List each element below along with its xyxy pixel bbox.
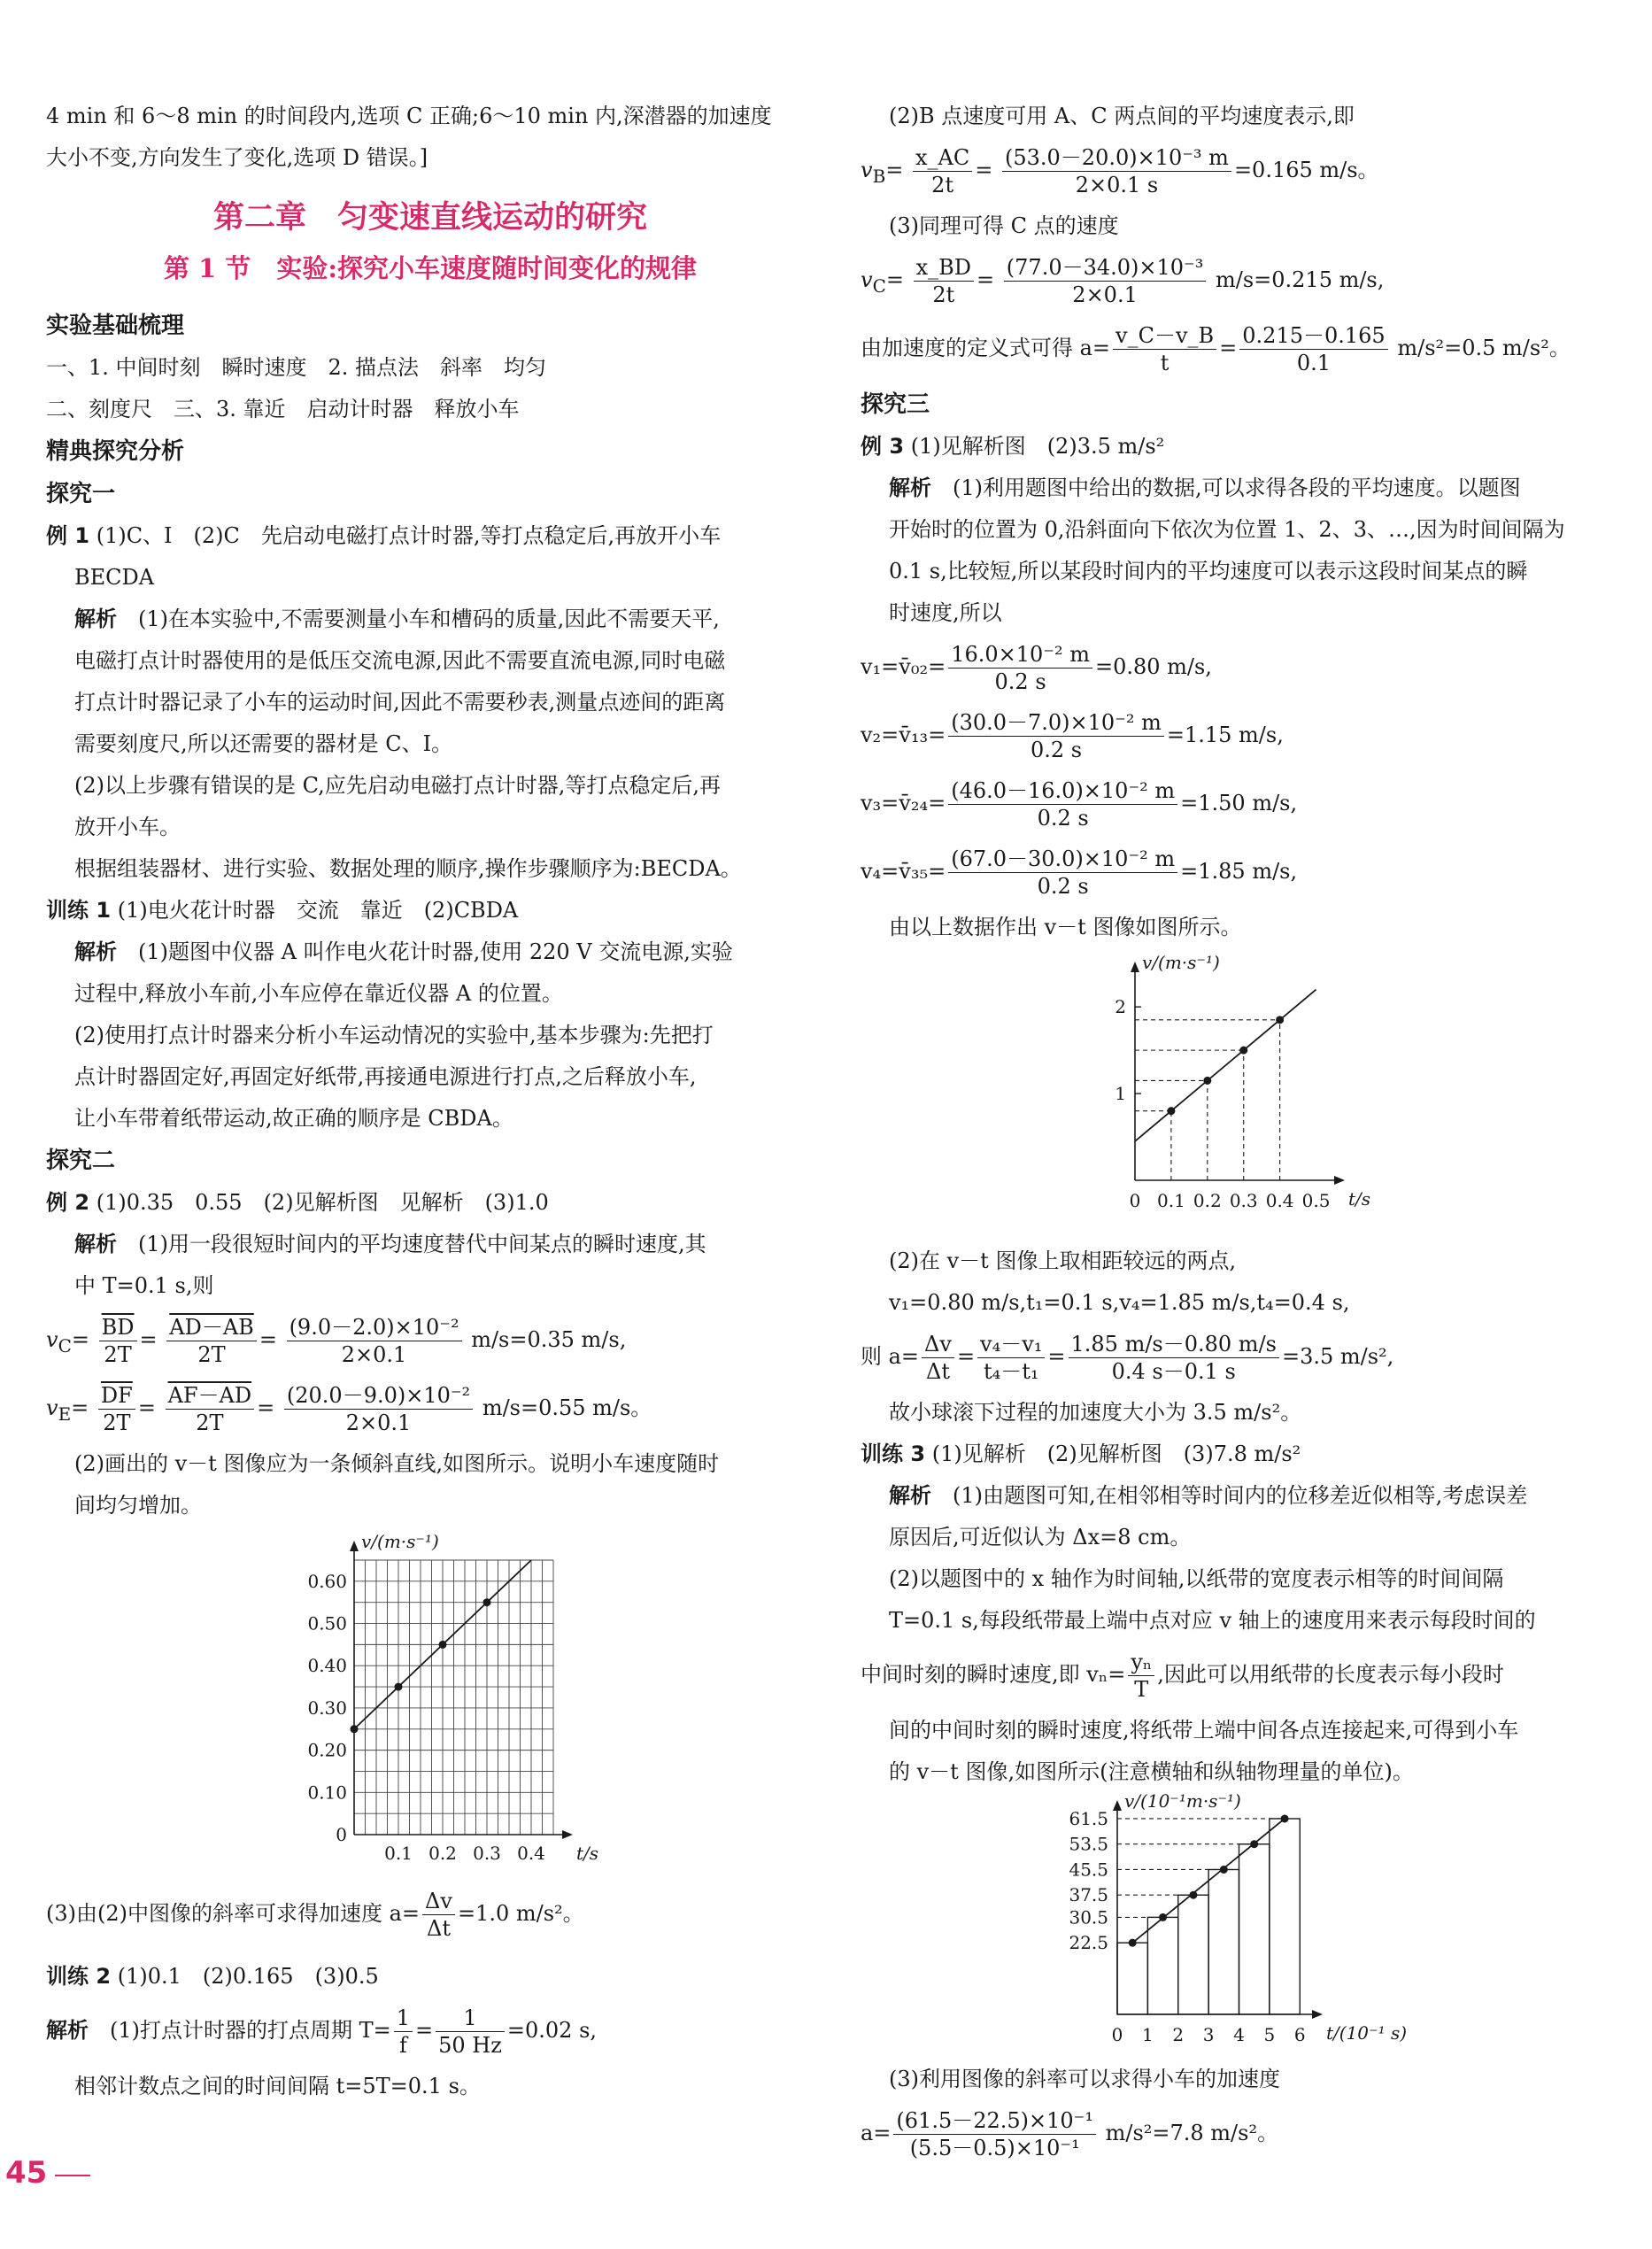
fraction [948,846,1177,900]
analysis-label: 解析 [889,1483,931,1508]
y-tick-label: 2 [1115,996,1126,1018]
eq-text: ,因此可以用纸带的长度表示每小段时 [1157,1662,1504,1687]
denominator: 2t [931,173,954,197]
numerator: 0.215－0.165 [1239,322,1387,350]
x-tick-label: 0 [1129,1190,1141,1211]
data-point [1239,1047,1247,1055]
numerator: (46.0－16.0)×10⁻² m [948,777,1177,805]
numerator: $\overline{DF}$ [98,1382,135,1410]
y-tick-label: 53.5 [1069,1833,1108,1855]
analysis-label: 解析 [889,475,931,500]
text-line: 原因后,可近似认为 Δx=8 cm。 [889,1525,1192,1550]
fraction [914,254,974,308]
example-1-answer [46,515,814,557]
analysis-text: (1)题图中仪器 A 叫作电火花计时器,使用 220 V 交流电源,实验 [138,939,733,964]
y-tick-label: 61.5 [1069,1807,1108,1829]
eq-sub: C [872,274,886,297]
text-line: 开始时的位置为 0,沿斜面向下依次为位置 1、2、3、…,因为时间间隔为 [889,517,1565,542]
x-tick-label: 0.4 [1265,1190,1294,1211]
eq-result: =0.165 m/s。 [1233,158,1379,182]
section-title: 第 1 节 实验:探究小车速度随时间变化的规律 [163,253,698,283]
eq-text: 中间时刻的瞬时速度,即 vₙ= [861,1662,1126,1687]
tape-strip [1178,1895,1208,2014]
eq-text: 由加速度的定义式可得 a= [861,336,1111,360]
text-line: (3)同理可得 C 点的速度 [889,213,1119,238]
denominator: Δt [427,1916,451,1941]
answer-text: (1)0.35 0.55 (2)见解析图 见解析 (3)1.0 [96,1190,549,1215]
x-axis-arrow [562,1830,573,1839]
text-line: 时速度,所以 [889,600,1002,625]
denominator: 2×0.1 [1072,282,1138,307]
text-line: 二、刻度尺 三、3. 靠近 启动计时器 释放小车 [46,397,520,421]
eq-text: 则 a= [861,1344,920,1369]
chart-vt-grid [46,1526,814,1881]
example-label: 例 3 [861,434,905,459]
page-number: 45 [5,2155,48,2191]
eq-result: =0.80 m/s, [1094,654,1212,679]
x-axis-label: t/s [576,1843,599,1864]
tape-strip [1270,1819,1300,2014]
fit-line [1135,990,1316,1141]
text-line: 大小不变,方向发生了变化,选项 D 错误。] [46,145,428,170]
answer-text: (1)C、I (2)C 先启动电磁打点计时器,等打点稳定后,再放开小车 [96,523,722,548]
x-tick-label: 0.1 [384,1843,413,1864]
y-axis-arrow [1131,962,1139,972]
text-line: 打点计时器记录了小车的运动时间,因此不需要秒表,测量点迹间的距离 [74,690,726,715]
eq-result: m/s²=7.8 m/s²。 [1105,2121,1279,2145]
analysis-line [46,1224,814,1265]
numerator: (53.0－20.0)×10⁻³ m [1002,144,1231,172]
data-point [1276,1016,1284,1024]
data-point [351,1725,359,1733]
numerator: (61.5－22.5)×10⁻¹ [893,2107,1096,2135]
eq-result: m/s=0.55 m/s。 [482,1395,652,1420]
y-tick-label: 0.40 [307,1655,347,1677]
x-tick-label: 0 [1111,2024,1123,2045]
x-tick-label: 6 [1293,2024,1306,2045]
text-line: 的 v－t 图像,如图所示(注意横轴和纵轴物理量的单位)。 [889,1759,1414,1784]
fraction [948,709,1164,763]
eq-result: =1.85 m/s, [1180,859,1298,884]
denominator: 0.2 s [994,669,1046,694]
heading-basic: 实验基础梳理 [46,313,185,339]
analysis-line [46,931,814,973]
eq-text: v₁=v̄₀₂= [861,654,946,679]
equation-v4 [861,839,1631,907]
text-line: 过程中,释放小车前,小车应停在靠近仪器 A 的位置。 [74,981,563,1006]
text-line: 间均匀增加。 [74,1493,202,1518]
eq-result: =1.50 m/s, [1180,791,1298,815]
analysis-text: (1)用一段很短时间内的平均速度替代中间某点的瞬时速度,其 [138,1232,706,1256]
equation-v3 [861,770,1631,839]
eq-result: =1.0 m/s²。 [457,1901,584,1926]
numerator: (77.0－34.0)×10⁻³ [1004,254,1207,282]
data-point [1250,1840,1258,1848]
training-1-answer [46,890,814,931]
numerator: yₙ [1128,1649,1154,1676]
analysis-label: 解析 [74,939,117,964]
text-line [861,1642,1631,1710]
y-tick-label: 45.5 [1069,1859,1108,1881]
numerator: Δv [922,1331,954,1358]
fraction [166,1382,255,1436]
analysis-text: (1)在本实验中,不需要测量小车和槽码的质量,因此不需要天平, [138,607,720,631]
data-point [1281,1814,1289,1822]
equation-vc2: $v_C=$ $\frac{x\_BD}{2t}$ = $\frac{\text{(77.0－34.0)×10⁻³}}{2\times 0.1}$ m/s=0.215 m/s, [861,255,1385,307]
left-column [46,96,814,2107]
denominator: t [1160,351,1170,375]
equation-vb: $v_B=$ $\frac{x\_AC}{2t}$ = $\frac{\text{(53.0－20.0)×10⁻³ m}}{2\times 0.1 s}$ =0.165 m/s。 [861,145,1379,197]
denominator: 2T [196,1410,224,1435]
heading-inquiry-1: 探究一 [46,481,116,507]
fraction [394,2005,413,2059]
data-point [395,1683,403,1691]
eq-var: v [861,158,873,182]
text-line: 中 T=0.1 s,则 [74,1273,214,1298]
x-tick-label: 0.1 [1157,1190,1185,1211]
denominator: 2T [103,1410,131,1435]
fraction [287,1314,462,1368]
eq-result: =1.15 m/s, [1166,723,1284,747]
analysis-label: 解析 [46,2018,89,2043]
y-tick-label: 1 [1115,1083,1126,1105]
text-line: 故小球滚下过程的加速度大小为 3.5 m/s²。 [889,1400,1302,1425]
numerator: Δv [422,1888,455,1915]
denominator: 0.2 s [1030,738,1083,762]
text-line: 需要刻度尺,所以还需要的器材是 C、I。 [74,731,453,756]
denominator: 0.2 s [1037,806,1089,831]
equation-a3: 则 a= $\frac{\Delta v}{\Delta t}$ = $\frac{\text{v₄－v₁}}{\text{t₄－t₁}}$ = $\frac{1.85 m/s-0.80 m/s}{0.4 s-0.1 s}$ =3.5 m/s², [861,1332,1394,1384]
data-point [1167,1107,1175,1115]
eq-sub: C [58,1334,72,1356]
text-line: 相邻计数点之间的时间间隔 t=5T=0.1 s。 [74,2074,481,2098]
text-line: (2)使用打点计时器来分析小车运动情况的实验中,基本步骤为:先把打 [74,1023,714,1047]
eq-sub: B [872,165,886,187]
denominator: 2T [197,1342,226,1367]
text-line: (2)以题图中的 x 轴作为时间轴,以纸带的宽度表示相等的时间间隔 [889,1566,1504,1591]
tape-strip [1208,1869,1239,2014]
numerator: 16.0×10⁻² m [948,641,1092,669]
text-line: 一、1. 中间时刻 瞬时速度 2. 描点法 斜率 均匀 [46,355,547,380]
denominator: T [1134,1677,1149,1702]
y-tick-label: 22.5 [1069,1932,1108,1954]
denominator: 2×0.1 s [1075,173,1159,197]
heading-inquiry-2: 探究二 [46,1148,116,1174]
text-line: (2)B 点速度可用 A、C 两点间的平均速度表示,即 [889,104,1355,128]
eq-text: (3)由(2)中图像的斜率可求得加速度 a= [46,1901,421,1926]
numerator: 1 [394,2005,413,2032]
eq-text: v₃=v̄₂₄= [861,791,946,815]
y-axis-label: v/(m·s⁻¹) [1142,952,1220,973]
y-tick-label: 37.5 [1069,1884,1108,1906]
answer-text: (1)0.1 (2)0.165 (3)0.5 [117,1964,379,1989]
text-line: 点计时器固定好,再固定好纸带,再接通电源进行打点,之后释放小车, [74,1064,697,1089]
answer-text: (1)见解析图 (2)3.5 m/s² [910,434,1165,459]
y-tick-label: 0.30 [307,1696,347,1719]
data-point [439,1641,447,1649]
fraction [1004,254,1207,308]
eq-text: v₄=v̄₃₅= [861,859,946,884]
example-2-answer [46,1182,814,1224]
text-line: 根据组装器材、进行实验、数据处理的顺序,操作步骤顺序为:BECDA。 [74,856,742,881]
fraction [1113,322,1216,376]
y-tick-label: 0.20 [307,1739,347,1761]
page-number-rule [55,2175,90,2176]
analysis-line [46,599,814,640]
equation-ve: $v_E=$ $\frac{\overline{DF}}{2T}$ = $\frac{AF-AD}{2T}$ = $\frac{\text{(20.0－9.0)×10⁻²}}{2\times 0.1}$ m/s=0.55 m/s。 [46,1383,652,1435]
fraction [99,1314,137,1368]
equation-v1 [861,634,1631,702]
x-tick-label: 2 [1172,2024,1185,2045]
x-tick-label: 1 [1142,2024,1154,2045]
analysis-line [861,468,1631,509]
text-line: (2)以上步骤有错误的是 C,应先启动电磁打点计时器,等打点稳定后,再 [74,773,722,798]
text-line: 由以上数据作出 v－t 图像如图所示。 [889,915,1242,939]
equation-a: 由加速度的定义式可得 a= $\frac{v\_C-v\_B}{t}$ = $\frac{0.215-0.165}{0.1}$ m/s²=0.5 m/s²。 [861,323,1571,375]
denominator: 0.4 s－0.1 s [1111,1359,1236,1384]
fraction [98,1382,135,1436]
text-line: 电磁打点计时器使用的是低压交流电源,因此不需要直流电源,同时电磁 [74,648,726,673]
text-line: 放开小车。 [74,815,181,839]
x-tick-label: 0.5 [1301,1190,1331,1211]
numerator: x_BD [914,254,974,282]
numerator: AF－AD [166,1382,255,1410]
chapter-title: 第二章 匀变速直线运动的研究 [212,199,647,236]
eq-result: =3.5 m/s², [1281,1344,1394,1369]
eq-var: v [46,1395,58,1420]
fraction [893,2107,1096,2161]
x-tick-label: 0.2 [428,1843,457,1864]
y-axis-label: v/(10⁻¹m·s⁻¹) [1124,1793,1241,1812]
y-axis-label: v/(m·s⁻¹) [361,1531,439,1552]
denominator: 2×0.1 [345,1410,412,1435]
y-axis-arrow [1113,1800,1122,1811]
chart-vt-example3 [861,948,1631,1240]
text-line: BECDA [74,565,155,590]
answer-text: (1)见解析 (2)见解析图 (3)7.8 m/s² [931,1441,1301,1466]
denominator: 2T [104,1342,132,1367]
equation-v2 [861,702,1631,770]
eq-text: a= [861,2121,892,2145]
analysis-label: 解析 [74,607,117,631]
heading-inquiry-3: 探究三 [861,391,930,418]
denominator: 50 Hz [438,2033,502,2058]
eq-text: (1)打点计时器的打点周期 T= [110,2018,391,2043]
denominator: 2t [932,282,955,307]
numerator: (9.0－2.0)×10⁻² [287,1314,462,1341]
text-line: 让小车带着纸带运动,故正确的顺序是 CBDA。 [74,1106,513,1131]
training-label: 训练 1 [46,898,112,923]
text-line: (2)画出的 v－t 图像应为一条倾斜直线,如图所示。说明小车速度随时 [74,1451,720,1476]
y-tick-label: 30.5 [1069,1906,1108,1928]
x-tick-label: 3 [1202,2024,1215,2045]
equation-slope [46,1881,814,1949]
eq-result: m/s²=0.5 m/s²。 [1397,336,1571,360]
fraction [948,777,1177,831]
fraction [948,641,1092,695]
data-point [1129,1939,1137,1947]
chart-vt-tape [861,1793,1631,2059]
x-axis-label: t/s [1348,1188,1371,1210]
example-3-answer [861,426,1631,468]
fraction [1069,1331,1279,1385]
fraction [436,2005,505,2059]
analysis-line [861,1475,1631,1517]
denominator: t₄－t₁ [983,1359,1039,1384]
x-tick-label: 4 [1233,2024,1245,2045]
x-axis-arrow [1334,1176,1345,1185]
denominator: 2×0.1 [341,1342,407,1367]
data-point [1159,1913,1167,1921]
data-point [1220,1866,1228,1874]
fraction [1002,144,1231,198]
eq-var: v [46,1327,58,1352]
y-tick-label: 0.60 [307,1570,347,1592]
tape-strip [1147,1917,1177,2014]
y-tick-label: 0 [336,1824,347,1845]
x-axis-label: t/(10⁻¹ s) [1326,2022,1408,2044]
eq-var: v [861,267,873,292]
data-point [483,1598,491,1606]
x-axis-arrow [1312,2010,1323,2019]
text-line: (2)在 v－t 图像上取相距较远的两点, [889,1248,1237,1273]
text-line: (3)利用图像的斜率可以求得小车的加速度 [889,2067,1280,2091]
example-label: 例 1 [46,523,90,548]
numerator: AD－AB [166,1314,257,1341]
denominator: 0.1 [1296,351,1332,375]
fraction [913,144,972,198]
eq-result: m/s=0.215 m/s, [1215,267,1385,292]
y-axis-arrow [350,1541,359,1551]
numerator: x_AC [913,144,972,172]
numerator: (20.0－9.0)×10⁻² [284,1382,473,1410]
analysis-text: (1)由题图可知,在相邻相等时间内的位移差近似相等,考虑误差 [953,1483,1528,1508]
tape-strip [1239,1844,1270,2014]
example-label: 例 2 [46,1190,90,1215]
training-label: 训练 2 [46,1964,112,1989]
fraction [422,1888,455,1942]
numerator: $\overline{BD}$ [99,1314,137,1341]
fraction [1128,1649,1154,1703]
denominator: f [398,2033,407,2058]
fraction [166,1314,257,1368]
denominator: Δt [926,1359,950,1384]
data-point [1189,1891,1197,1899]
analysis-text: (1)利用题图中给出的数据,可以求得各段的平均速度。以题图 [953,475,1521,500]
training-label: 训练 3 [861,1441,926,1466]
numerator: (30.0－7.0)×10⁻² m [948,709,1164,737]
y-tick-label: 0.10 [307,1781,347,1804]
text-line: v₁=0.80 m/s,t₁=0.1 s,v₄=1.85 m/s,t₄=0.4 s, [889,1290,1350,1315]
heading-analysis: 精典探究分析 [46,438,185,465]
y-tick-label: 0.50 [307,1612,347,1635]
denominator: (5.5－0.5)×10⁻¹ [909,2136,1080,2160]
text-line: 0.1 s,比较短,所以某段时间内的平均速度可以表示这段时间某点的瞬 [889,559,1528,584]
text-line: T=0.1 s,每段纸带最上端中点对应 v 轴上的速度用来表示每段时间的 [889,1608,1536,1633]
x-tick-label: 0.3 [1229,1190,1258,1211]
numerator: v₄－v₁ [977,1331,1045,1358]
training-2-answer [46,1956,814,1998]
x-tick-label: 0.3 [473,1843,501,1864]
text-line: 4 min 和 6～8 min 的时间段内,选项 C 正确;6～10 min 内,深潜器的加速度 [46,104,772,128]
tape-strip [1117,1943,1147,2014]
fraction [977,1331,1045,1385]
text-line: 间的中间时刻的瞬时速度,将纸带上端中间各点连接起来,可得到小车 [889,1718,1519,1743]
fraction [1239,322,1387,376]
fraction [922,1331,954,1385]
x-tick-label: 0.2 [1193,1190,1222,1211]
training-3-answer [861,1434,1631,1475]
eq-result: m/s=0.35 m/s, [471,1327,627,1352]
eq-sub: E [58,1403,72,1425]
equation-vc: $v_C=$ $\frac{\overline{BD}}{2T}$ = $\frac{AD-AB}{2T}$ = $\frac{\text{(9.0－2.0)×10⁻²}}{2\times 0.1}$ m/s=0.35 m/s, [46,1315,627,1367]
data-point [1203,1077,1211,1085]
numerator: 1.85 m/s－0.80 m/s [1069,1331,1279,1358]
eq-text: v₂=v̄₁₃= [861,723,946,747]
answer-text: (1)电火花计时器 交流 靠近 (2)CBDA [117,898,519,923]
x-tick-label: 5 [1263,2024,1276,2045]
eq-result: =0.02 s, [506,2018,598,2043]
denominator: 0.2 s [1037,874,1089,899]
analysis-line: 解析 (1)打点计时器的打点周期 T= $\frac{1}{f}$ = $\frac{1}{50 Hz}$ =0.02 s, [46,2006,598,2058]
analysis-label: 解析 [74,1232,117,1256]
fraction [284,1382,473,1436]
equation-a4 [861,2100,1631,2168]
right-column [861,96,1631,2168]
numerator: v_C－v_B [1113,322,1216,350]
numerator: 1 [436,2005,505,2032]
numerator: (67.0－30.0)×10⁻² m [948,846,1177,873]
x-tick-label: 0.4 [517,1843,545,1864]
